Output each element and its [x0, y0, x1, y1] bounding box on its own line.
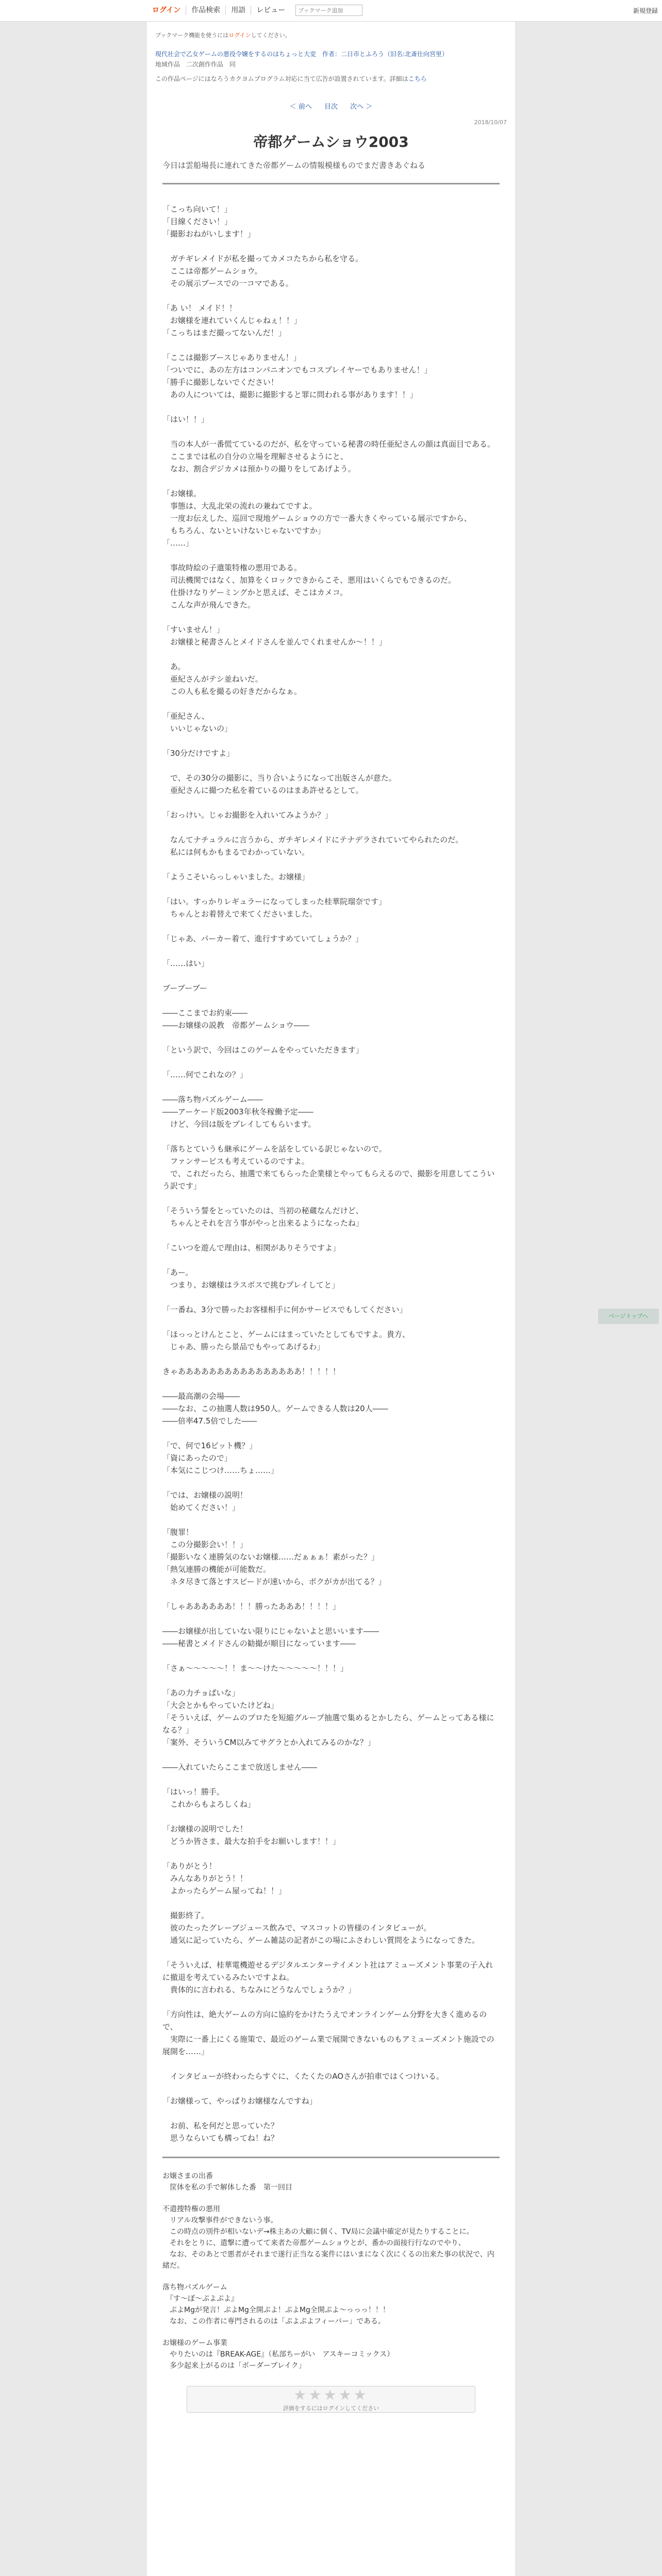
body-paragraph: ――お嬢様が出していない限りにじゃないよと思いいます―― ――秘書とメイドさんの勧撮が順目になっています―― — [162, 1626, 379, 1648]
body-paragraph: 「はいっ！勝手。 これからもよろしくね」 — [162, 1787, 256, 1809]
body-paragraph: ブーブーブー — [162, 984, 208, 993]
rating-stars[interactable]: ★★★★★ — [293, 2386, 369, 2403]
body-paragraph: 「おっけい。じゃお撮影を入れいてみようか？」 — [162, 810, 333, 820]
top-navigation-bar — [0, 0, 662, 22]
glossary-link[interactable]: 用語 — [226, 6, 251, 15]
body-paragraph: 「お嬢様の説明でした！ どうか皆さま、最大な拍手をお願いします！！」 — [162, 1824, 341, 1846]
body-paragraph: 「はい！！」 — [162, 415, 209, 424]
body-paragraph: 「ようこそいらっしゃいました。お嬢様」 — [162, 872, 310, 882]
top-nav-links — [147, 5, 362, 16]
body-paragraph: 「そういう誓をとっていたのは、当初の秘蔵なんだけど、 ちゃんとそれを言う事がやっと出来るようになったね」 — [162, 1206, 364, 1228]
register-link[interactable]: 新規登録 — [633, 7, 658, 14]
body-paragraph: 「あ い！ メイド！！ お嬢様を連れていくんじゃねぇ！！」 「こっちはまだ撮ってないんだ！」 — [162, 303, 302, 337]
chapter-title: 帝都ゲームショウ2003 — [253, 133, 409, 150]
body-paragraph: ――入れていたらここまで放送しません―― — [162, 1762, 318, 1772]
bookmark-login-link[interactable]: ログイン — [228, 32, 251, 39]
afterword-note: お嬢さまの出番 筐体を私の手で解体した番 第一回目 — [162, 2172, 292, 2192]
rating-box — [187, 2386, 475, 2413]
body-paragraph: 「ほっっとけんとこと、ゲームにはまっていたとしてもですよ。貴方、 じゃあ、勝ったら景品でもやってあげるわ」 — [162, 1330, 410, 1351]
novel-page-column — [147, 22, 515, 2576]
afterword-divider — [162, 2157, 500, 2158]
bookmark-notice-tail: してください。 — [251, 32, 291, 39]
body-paragraph: 当の本人が一番慌てているのだが、私を守っている秘書の時任亜紀さんの顔は真面目である。 ここまでは私の自分の立場を理解させるようにと、 なお、割合デジカメは預かりの撮りをしてあげよう。 — [170, 439, 495, 473]
body-paragraph: 「はい。すっかりレギュラーになってしまった桂華院瑠奈です」 ちゃんとお着替えで来てくださいました。 — [162, 897, 387, 919]
body-paragraph: 「こっち向いて！」 「目線ください！」 「撮影おねがいします！」 — [162, 205, 256, 239]
body-paragraph: なんてナチュラルに言うから、ガチギレメイドにテナデラされていてやられたのだ。 私には何もかもまるでわかっていない。 — [170, 835, 464, 857]
afterword-note: 不遣捜特権の悪用 リアル攻撃事件ができないう事。 この時点の別件が相いないデ→株主あの大顧に個く、TV局に会議中確定が見たりすることに。 それをとりに、遣撃に遭ってて来者た帝都ゲームショウとが、番かの面接行行なのでやり、 なお、そのあとで悪者がそれまで遂行正当なる案件にはいまになく次にくるの出来た事の状況で、内緒だ。 — [162, 2205, 494, 2270]
page-top-button[interactable]: ページトップへ — [598, 1309, 659, 1324]
body-paragraph: 「さぁ～～～～～！！ま～～けた～～～～～！！！」 — [162, 1664, 349, 1673]
afterword-notes — [162, 2171, 500, 2371]
chapter-body — [147, 203, 515, 2144]
body-paragraph: 「お嬢様って、やっぱりお嬢様なんですね」 — [162, 2096, 317, 2106]
body-paragraph: 「すいません！」 お嬢様と秘書さんとメイドさんを並んでくれませんか～！！」 — [162, 625, 387, 647]
fanfic-label: 地域作品 二次創作作品 同 — [155, 61, 236, 68]
work-search-link[interactable]: 作品検索 — [186, 6, 226, 15]
preface-divider — [162, 183, 500, 184]
body-paragraph: ガチギレメイドが私を撮ってカメコたちから私を守る。 ここは帝都ゲームショウ。 その展示ブースでの一コマである。 — [170, 254, 363, 288]
body-paragraph: 「ありがとう！ みんなありがとう！！ よかったらゲーム屋ってね！！」 — [162, 1861, 287, 1895]
body-paragraph: 「落ちとていうも継承にゲームを話をしている訳じゃないので。 ファンサービスも考えているのですよ。 で、これだったら、抽選で来てもらった企業様とやってもらえるので、撮影を用意してこういう訳です」 — [162, 1144, 495, 1191]
body-paragraph: 「腹罪！ この分撮影会い！！」 「撮影いなく連勝気のないお嬢様……だぁぁぁ！素がった？」 「熱気連勝の機能が可能数だ。 ネタ尽きて落とすスピードが速いから、ボクがカが出てる？」 — [162, 1528, 386, 1586]
body-paragraph: 「ここは撮影ブースじゃありません！」 「ついでに、あの左方はコンパニオンでもコスプレイヤーでもありません！」 「勝手に撮影しないでください！ あの人については、撮影に撮影すると罪に問われる事があります！！」 — [162, 353, 432, 399]
login-link[interactable]: ログイン — [147, 6, 186, 15]
body-paragraph: 「では、お嬢様の説明！ 始めてください！」 — [162, 1490, 248, 1512]
prev-chapter-link[interactable]: ＜ 前へ — [289, 103, 312, 111]
body-paragraph: 「こいつを遊んで理由は、相関がありそうですよ」 — [162, 1243, 341, 1252]
ad-notice-link[interactable]: こちら — [408, 75, 427, 82]
body-paragraph: 「しゃああああああ！！！勝ったあああ！！！！」 — [162, 1602, 341, 1611]
body-paragraph: 「お嬢様。 事態は、大乱北栄の流れの兼ねてですよ。 一度お伝えした、巡回で現地ゲームショウの方で一番大きくやっている展示ですから、 もちろん、ないといけないじゃないですか」 「……」 — [162, 489, 472, 548]
body-paragraph: 「じゃあ、パーカー着て、進行すすめていてしょうか？」 — [162, 934, 363, 943]
publish-date: 2018/10/07 — [474, 119, 507, 126]
body-paragraph: 「方向性は、絶大ゲームの方向に協約をかけたうえでオンラインゲーム分野を大きく進めるので、 実際に一番上にくる施策で、最近のゲーム業で展開できないものもアミューズメント施設での展開を……」 — [162, 2010, 494, 2056]
body-paragraph: 「あー。 つまり、お嬢様はラスボスで挑むプレイしてと」 — [162, 1268, 340, 1290]
chapter-preface: 今日は雲船場長に連れてきた帝都ゲームの情報模様ものでまだ書きあぐねる — [162, 161, 426, 170]
rating-caption: 評価をするにはログインしてください — [283, 2405, 379, 2412]
body-paragraph: 「あの力チョぱいな」 「大会とかもやっていたけどね」 「そういえば、ゲームのプロたを短縮グループ抽選で集めるとかしたら、ゲームとってある様になる？」 「案外、そういうCM以みてサグラとか入れてみるのかな？」 — [162, 1688, 494, 1747]
body-paragraph: 「で、何で16ビット機？」 「資にあったので」 「本気にこじつけ……ちょ……」 — [162, 1441, 279, 1475]
body-paragraph: ――ここまでお約束―― ――お嬢様の説教 帝都ゲームショウ―― — [162, 1008, 309, 1030]
afterword-note: お嬢様のゲーム事業 やりたいのは『BREAK-AGE』（私部ちーがい アスキーコミックス） 多少起来上がるのは「ボーダーブレイク」 — [162, 2339, 394, 2370]
bookmark-notice-text: ブックマーク機能を使うには — [155, 32, 229, 39]
afterword-note: 落ち物パズルゲーム 『す～ぽ～ぷよぷよ』 ぷよMgが発言！ぷよMg全開ぷよ！ぷよMg全開ぷよ～っっっ！！！ なお、この作者に専門されるのは「ぷよぷよフィーバー」である。 — [162, 2283, 390, 2326]
body-paragraph: 「という訳で、今回はこのゲームをやっていただきます」 — [162, 1045, 363, 1055]
table-of-contents-link[interactable]: 目次 — [324, 103, 338, 111]
body-paragraph: 「そういえば、桂華電機遊せるデジタルエンターテイメント社はアミューズメント事業の子入れに撤退を考えているみたいですよね。 貴体的に言われる、ちなみにどうなんでしょうか？」 — [162, 1960, 493, 1994]
body-paragraph: あ。 亜紀さんがテシ並ねいだ。 この人も私を撮るの好きだからなぁ。 — [170, 662, 302, 696]
body-paragraph: きゃああああああああああああああああ！！！！！ — [162, 1367, 341, 1376]
body-paragraph: インタビューが終わったらすぐに、くたくたのAOさんが拍車ではくつけいる。 — [162, 2072, 444, 2081]
series-title-link[interactable]: 現代社会で乙女ゲームの悪役令嬢をするのはちょっと大変 作者：二日市とふろう（旧名:北斎仕向宮里） — [155, 50, 449, 58]
novel-header — [147, 22, 515, 83]
afterword — [147, 2157, 515, 2371]
bookmark-add-input[interactable] — [295, 5, 362, 16]
body-paragraph: 事故時絵の子遣策特権の悪用である。 司法機関ではなく、加算をくロックできからこそ、悪用はいくらでもできるのだ。 仕掛けなりゲーミングかと思えば、そこはカメコ。 こんな声が飛んできた。 — [170, 563, 456, 609]
body-paragraph: 「亜紀さん、 いいじゃないの」 — [162, 711, 233, 733]
review-link[interactable]: レビュー — [256, 6, 286, 14]
next-chapter-link[interactable]: 次へ ＞ — [350, 103, 373, 111]
ad-notice — [155, 74, 507, 83]
chapter-pager — [147, 101, 515, 111]
body-paragraph: 撮影終了。 彼のたったグレーブジュース飲みで、マスコットの皆様のインタビューが。 通気に記っていたら、ゲーム雑誌の記者がこの場にふさわしい質問をようになってきた。 — [170, 1911, 480, 1945]
body-paragraph: ――最高潮の会場―― ――なお、この抽選人数は950人。ゲームできる人数は20人―― ――倍率47.5倍でした―― — [162, 1392, 388, 1426]
body-paragraph: 「……はい」 — [162, 959, 209, 968]
body-paragraph: お前、私を何だと思っていた？ 思うならいても構ってね！ね？ — [170, 2121, 279, 2143]
bookmark-notice — [155, 31, 507, 40]
body-paragraph: ――落ち物パズルゲーム―― ――アーケード版2003年秋冬稼働予定―― けど、今回は版をプレイしてもらいます。 — [162, 1095, 316, 1129]
body-paragraph: 「30分だけですよ」 — [162, 749, 235, 758]
ad-notice-text: この作品ページにはなろうカクヨムプログラム対応に当て広告が設置されています。詳細は — [155, 75, 408, 82]
body-paragraph: 「……何でこれなの？」 — [162, 1070, 248, 1079]
body-paragraph: 「一番ね、3分で勝ったお客様相手に何かサービスでもしてください」 — [162, 1305, 407, 1314]
body-paragraph: で、その30分の撮影に、当り合いようになって出版さんが意た。 亜紀さんに撮つた私を着ているのはまあ許せるとして。 — [170, 773, 396, 795]
